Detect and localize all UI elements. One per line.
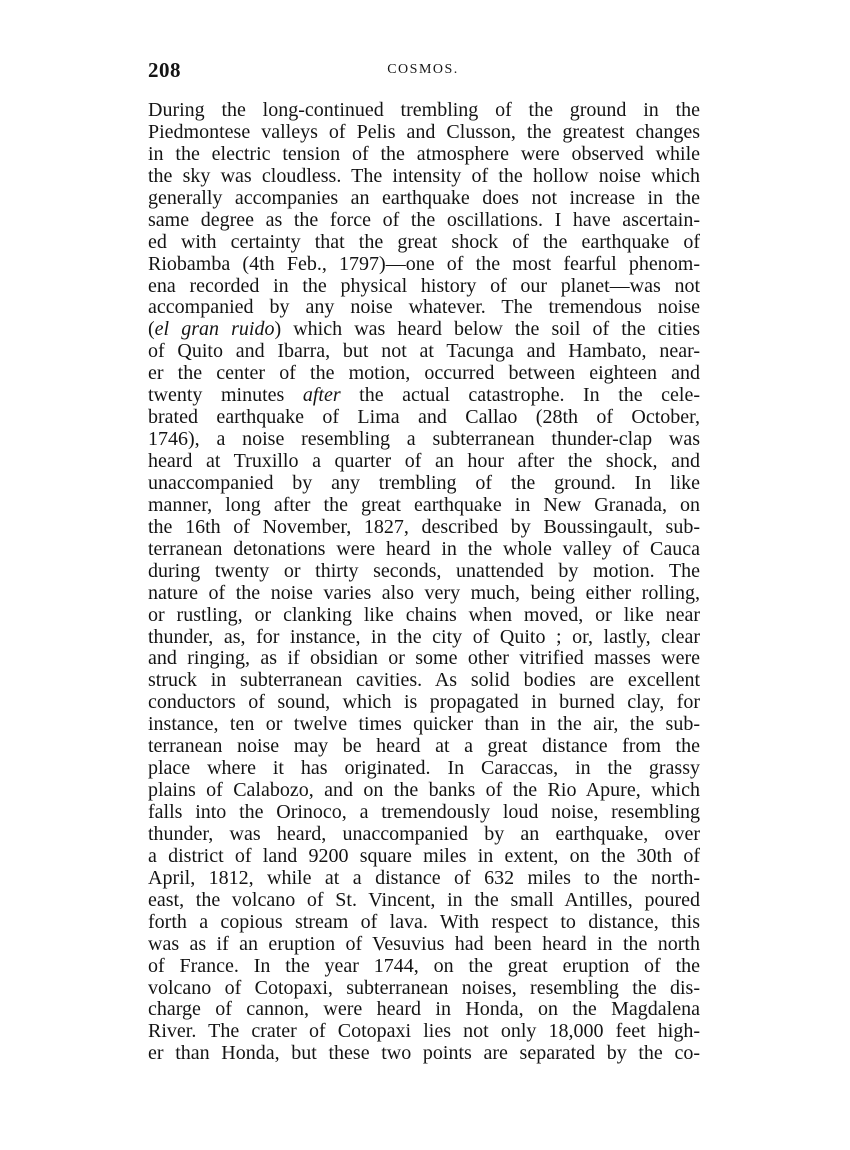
text-segment: er than Honda, but these two points are separated by the co- <box>148 1043 700 1065</box>
text-segment: terranean noise may be heard at a great distance from the <box>148 736 700 758</box>
running-head: COSMOS. <box>387 62 459 77</box>
body-text <box>148 100 700 1065</box>
text-segment: place where it has originated. In Caraccas, in the grassy <box>148 758 700 780</box>
text-line <box>148 407 700 429</box>
text-line <box>148 1043 700 1065</box>
text-segment: generally accompanies an earthquake does not increase in the <box>148 187 700 209</box>
text-line <box>148 692 700 714</box>
text-line <box>148 363 700 385</box>
text-segment: 1746), a noise resembling a subterranean thunder-clap was <box>148 429 700 451</box>
text-line <box>148 802 700 824</box>
text-segment: thunder, was heard, unaccompanied by an earthquake, over <box>148 823 700 845</box>
text-segment: manner, long after the great earthquake in New Granada, on <box>148 494 700 516</box>
text-segment: twenty minutes <box>148 385 303 407</box>
text-line <box>148 297 700 319</box>
italic-text: el gran ruido <box>154 319 275 341</box>
text-segment: unaccompanied by any trembling of the ground. In like <box>148 472 700 494</box>
text-line <box>148 1021 700 1043</box>
text-line <box>148 232 700 254</box>
text-segment: ena recorded in the physical history of our planet—was not <box>148 275 700 297</box>
text-segment: plains of Calabozo, and on the banks of the Rio Apure, which <box>148 780 700 802</box>
text-line <box>148 451 700 473</box>
text-line <box>148 583 700 605</box>
text-line <box>148 210 700 232</box>
text-line <box>148 517 700 539</box>
text-line <box>148 956 700 978</box>
text-segment: During the long-continued trembling of the ground in the <box>148 100 700 121</box>
text-segment: thunder, as, for instance, in the city of Quito ; or, lastly, clear <box>148 626 700 648</box>
text-line <box>148 429 700 451</box>
text-line <box>148 122 700 144</box>
text-segment: of Quito and Ibarra, but not at Tacunga and Hambato, near- <box>148 341 700 363</box>
text-segment: a district of land 9200 square miles in extent, on the 30th of <box>148 845 700 867</box>
text-segment: the sky was cloudless. The intensity of the hollow noise which <box>148 165 700 187</box>
text-line <box>148 670 700 692</box>
text-segment: April, 1812, while at a distance of 632 miles to the north- <box>148 867 700 889</box>
text-line <box>148 648 700 670</box>
text-segment: in the electric tension of the atmosphere were observed while <box>148 143 700 165</box>
text-line <box>148 319 700 341</box>
text-line <box>148 758 700 780</box>
text-segment: the 16th of November, 1827, described by Boussingault, sub- <box>148 516 700 538</box>
text-segment: during twenty or thirty seconds, unattended by motion. The <box>148 560 700 582</box>
text-line <box>148 341 700 363</box>
text-segment: ed with certainty that the great shock of the earthquake of <box>148 231 700 253</box>
page-number: 208 <box>148 58 181 82</box>
text-line <box>148 605 700 627</box>
text-segment: instance, ten or twelve times quicker than in the air, the sub- <box>148 714 700 736</box>
text-segment: accompanied by any noise whatever. The tremendous noise <box>148 297 700 319</box>
text-segment: and ringing, as if obsidian or some other vitrified masses were <box>148 648 700 670</box>
text-line <box>148 385 700 407</box>
text-line <box>148 539 700 561</box>
text-line <box>148 254 700 276</box>
text-line <box>148 890 700 912</box>
text-segment: conductors of sound, which is propagated in burned clay, for <box>148 692 700 714</box>
text-segment: nature of the noise varies also very much, being either rolling, <box>148 582 700 604</box>
text-line <box>148 780 700 802</box>
text-line <box>148 188 700 210</box>
text-line <box>148 561 700 583</box>
text-segment: same degree as the force of the oscillations. I have ascertain- <box>148 209 700 231</box>
text-segment: east, the volcano of St. Vincent, in the small Antilles, poured <box>148 889 700 911</box>
page-header <box>148 58 698 86</box>
text-line <box>148 166 700 188</box>
text-segment: struck in subterranean cavities. As solid bodies are excellent <box>148 670 700 692</box>
text-line <box>148 846 700 868</box>
italic-text: after <box>302 385 341 407</box>
text-line <box>148 473 700 495</box>
text-line <box>148 144 700 166</box>
text-segment: of France. In the year 1744, on the great eruption of the <box>148 955 700 977</box>
text-line <box>148 627 700 649</box>
text-line <box>148 999 700 1021</box>
text-segment: Piedmontese valleys of Pelis and Clusson, the greatest changes <box>148 121 700 143</box>
text-line <box>148 824 700 846</box>
text-line <box>148 934 700 956</box>
text-line <box>148 276 700 298</box>
text-segment: or rustling, or clanking like chains when moved, or like near <box>148 604 700 626</box>
text-segment: brated earthquake of Lima and Callao (28th of October, <box>148 407 700 429</box>
text-segment: forth a copious stream of lava. With respect to distance, this <box>148 911 700 933</box>
text-segment: ( <box>148 319 155 341</box>
text-line <box>148 714 700 736</box>
text-line <box>148 495 700 517</box>
text-line <box>148 912 700 934</box>
text-segment: was as if an eruption of Vesuvius had been heard in the north <box>148 933 700 955</box>
text-line <box>148 978 700 1000</box>
text-line <box>148 736 700 758</box>
text-segment: falls into the Orinoco, a tremendously loud noise, resembling <box>148 802 700 823</box>
text-segment: ) which was heard below the soil of the cities <box>274 319 700 341</box>
text-segment: Riobamba (4th Feb., 1797)—one of the most fearful phenom- <box>148 253 700 275</box>
text-segment: heard at Truxillo a quarter of an hour after the shock, and <box>148 451 700 472</box>
text-segment: volcano of Cotopaxi, subterranean noises, resembling the dis- <box>148 977 700 999</box>
text-line <box>148 868 700 890</box>
text-line <box>148 100 700 122</box>
text-segment: River. The crater of Cotopaxi lies not only 18,000 feet high- <box>148 1021 700 1043</box>
text-segment: the actual catastrophe. In the cele- <box>340 385 700 407</box>
text-segment: terranean detonations were heard in the whole valley of Cauca <box>148 538 700 560</box>
text-segment: er the center of the motion, occurred between eighteen and <box>148 363 700 385</box>
text-segment: charge of cannon, were heard in Honda, on the Magdalena <box>148 999 700 1021</box>
